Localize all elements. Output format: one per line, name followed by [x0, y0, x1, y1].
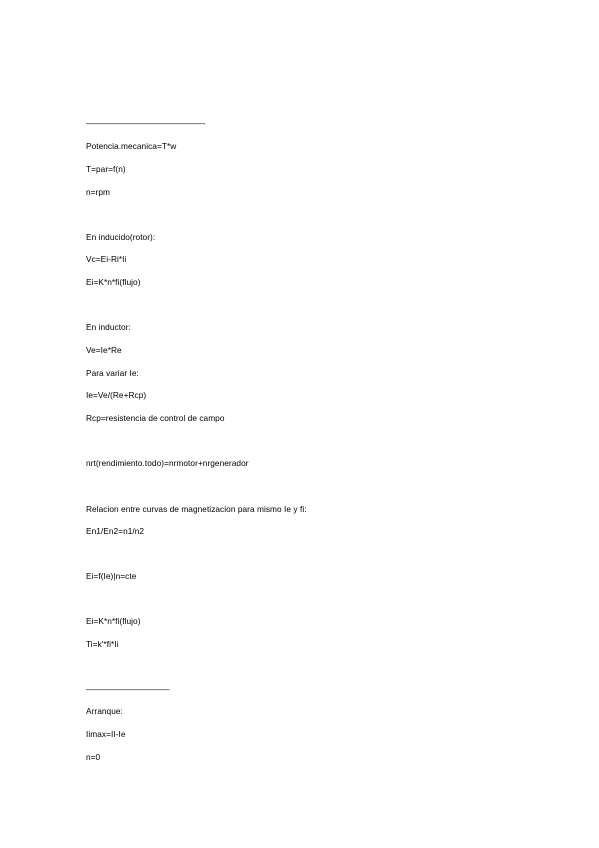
text-line: Ie=Ve/(Re+Rcp) — [86, 390, 147, 400]
text-line: Vc=Ei-Ri*Ii — [86, 254, 127, 264]
text-line: En inductor: — [86, 322, 131, 332]
text-line: Relacion entre curvas de magnetizacion para mismo Ie y fi: — [86, 504, 307, 514]
text-line: T=par=f(n) — [86, 164, 126, 174]
text-line: n=0 — [86, 752, 101, 762]
text-line: Iimax=II-Ie — [86, 729, 126, 739]
text-line: Ei=K*n*fi(flujo) — [86, 277, 141, 287]
text-line: n=rpm — [86, 187, 110, 197]
text-line: nrt(rendimiento.todo)=nrmotor+nrgenerador — [86, 458, 249, 468]
text-line: Ei=K*n*fi(flujo) — [86, 616, 141, 626]
text-line: Arranque: — [86, 706, 123, 716]
separator-line: —————————— — [86, 684, 170, 694]
text-line: Ti=k'*fi*Ii — [86, 639, 119, 649]
text-line: Ve=Ie*Re — [86, 345, 122, 355]
text-line: Rcp=resistencia de control de campo — [86, 413, 225, 423]
text-line: En inducido(rotor): — [86, 232, 156, 242]
separator-line: ——————————————- — [86, 118, 206, 128]
text-line: Ei=f(Ie)|n=cte — [86, 571, 137, 581]
text-line: En1/En2=n1/n2 — [86, 526, 145, 536]
text-line: Potencia.mecanica=T*w — [86, 141, 177, 151]
text-line: Para variar Ie: — [86, 368, 139, 378]
